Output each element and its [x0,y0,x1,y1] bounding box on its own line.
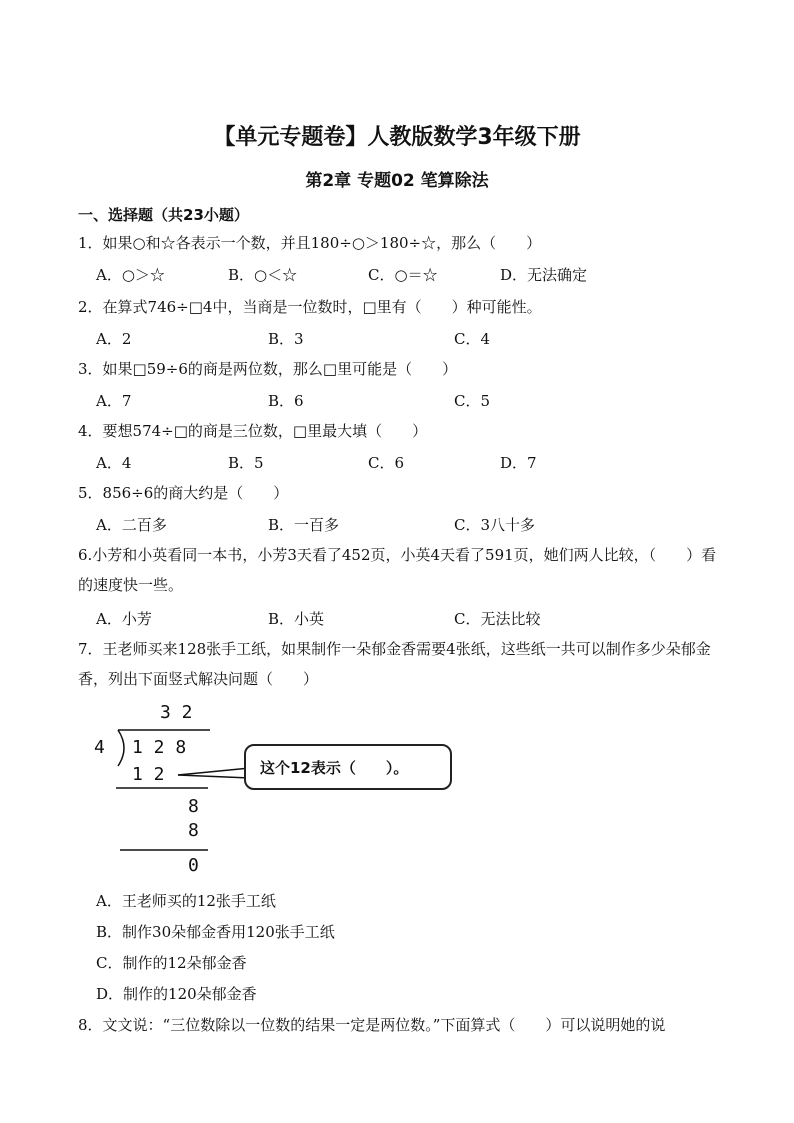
option-c[interactable]: C．制作的12朵郁金香 [96,954,247,972]
option-b[interactable]: B．小英 [268,610,325,628]
option-b[interactable]: B．制作30朵郁金香用120张手工纸 [96,923,335,941]
question-7: 7．王老师买来128张手工纸，如果制作一朵郁金香需要4张纸，这些纸一共可以制作多少朵郁金香，列出下面竖式解决问题（ ） [78,640,711,688]
callout-bubble [244,744,452,790]
long-division-figure [90,700,470,880]
option-a[interactable]: A．7 [96,392,132,410]
option-a[interactable]: A．小芳 [96,610,152,628]
option-c[interactable]: C．3八十多 [454,516,536,534]
option-a[interactable]: A．4 [96,454,132,472]
question-3: 3．如果□59÷6的商是两位数，那么□里可能是（ ） [78,360,458,378]
option-b[interactable]: B．6 [268,392,304,410]
division-step-2a: 8 [188,796,199,817]
division-remainder: 0 [188,855,199,876]
option-c[interactable]: C．6 [368,454,405,472]
page-subtitle: 第2章 专题02 笔算除法 [305,171,489,191]
question-2: 2．在算式746÷□4中，当商是一位数时，□里有（ ）种可能性。 [78,298,542,316]
option-a[interactable]: A．王老师买的12张手工纸 [96,892,276,910]
division-divisor: 4 [94,737,105,758]
question-6: 6.小芳和小英看同一本书，小芳3天看了452页，小英4天看了591页，她们两人比较，（ ）看的速度快一些。 [78,546,717,594]
division-step-2b: 8 [188,820,199,841]
option-c[interactable]: C．5 [454,392,491,410]
division-dividend: 1 2 8 [132,737,187,758]
question-4: 4．要想574÷□的商是三位数，□里最大填（ ） [78,422,428,440]
callout-text: 这个12表示（ ）。 [260,759,409,777]
division-lines [90,700,470,880]
question-8: 8．文文说：“三位数除以一位数的结果一定是两位数。”下面算式（ ）可以说明她的说 [78,1016,666,1034]
option-b[interactable]: B．○＜☆ [228,266,298,284]
option-c[interactable]: C．4 [454,330,491,348]
option-a[interactable]: A．二百多 [96,516,167,534]
page-title: 【单元专题卷】人教版数学3年级下册 [213,125,581,150]
division-quotient: 3 2 [160,702,193,723]
option-a[interactable]: A．2 [96,330,132,348]
option-b[interactable]: B．一百多 [268,516,340,534]
option-b[interactable]: B．3 [268,330,304,348]
option-a[interactable]: A．○＞☆ [96,266,165,284]
option-d[interactable]: D．制作的120朵郁金香 [96,985,257,1003]
question-5: 5．856÷6的商大约是（ ） [78,484,289,502]
option-d[interactable]: D．7 [500,454,537,472]
option-c[interactable]: C．○＝☆ [368,266,438,284]
question-1: 1．如果○和☆各表示一个数，并且180÷○＞180÷☆，那么（ ） [78,234,542,252]
division-step-1: 1 2 [132,764,165,785]
option-b[interactable]: B．5 [228,454,264,472]
option-d[interactable]: D．无法确定 [500,266,588,284]
option-c[interactable]: C．无法比较 [454,610,541,628]
section-heading: 一、选择题（共23小题） [78,206,249,224]
